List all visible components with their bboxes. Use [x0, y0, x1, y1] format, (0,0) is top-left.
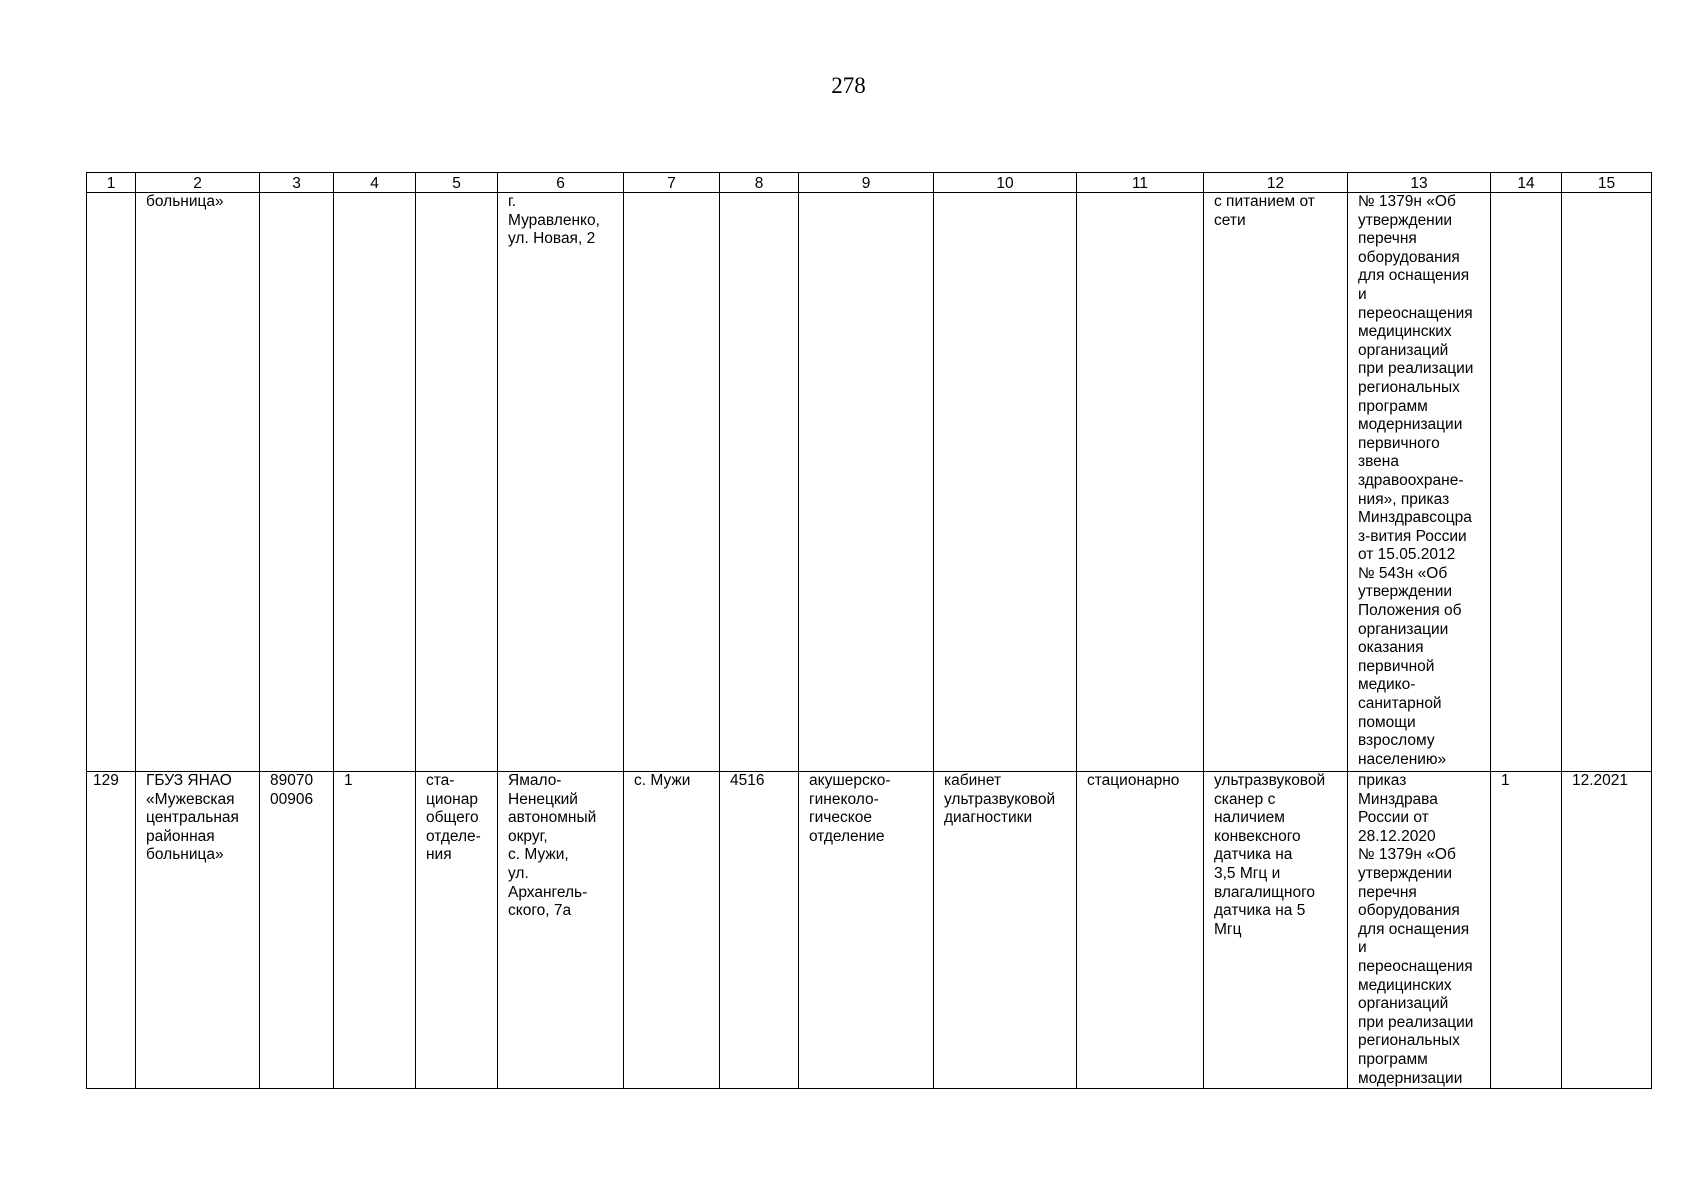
- cell-care-form: [1077, 193, 1204, 772]
- cell-legal-basis: приказ Минздрава России от 28.12.2020 № 1379н «Об утверждении перечня оборудования для оснащения и переоснащения медицинских организаций при реализации региональных программ модернизации: [1348, 772, 1491, 1089]
- column-header-11: 11: [1077, 173, 1204, 193]
- table-row-129: [87, 772, 1652, 1089]
- cell-col4: 1: [334, 772, 416, 1089]
- column-header-2: 2: [136, 173, 260, 193]
- cell-locality: с. Мужи: [624, 772, 720, 1089]
- column-header-4: 4: [334, 173, 416, 193]
- cell-department-type: ста- ционар общего отделе- ния: [416, 772, 498, 1089]
- cell-locality: [624, 193, 720, 772]
- cell-col8: [720, 193, 799, 772]
- column-header-6: 6: [498, 173, 624, 193]
- cell-equipment: с питанием от сети: [1204, 193, 1348, 772]
- cell-organization: ГБУЗ ЯНАО «Мужевская центральная районная больница»: [136, 772, 260, 1089]
- equipment-table: [86, 172, 1652, 1089]
- column-header-8: 8: [720, 173, 799, 193]
- cell-cabinet: кабинет ультразвуковой диагностики: [934, 772, 1077, 1089]
- cell-quantity: 1: [1491, 772, 1562, 1089]
- cell-date: [1562, 193, 1652, 772]
- page-number: 278: [831, 73, 866, 98]
- column-header-5: 5: [416, 173, 498, 193]
- column-header-15: 15: [1562, 173, 1652, 193]
- column-header-12: 12: [1204, 173, 1348, 193]
- cell-legal-basis: № 1379н «Об утверждении перечня оборудования для оснащения и переоснащения медицинских организаций при реализации региональных программ модернизации первичного звена здравоохране- ния», приказ Минздравсоцра з-вития России от 15.05.2012 № 543н «Об утверждении Положения об организации оказания первичной медико- санитарной помощи взрослому населению»: [1348, 193, 1491, 772]
- cell-quantity: [1491, 193, 1562, 772]
- cell-department: акушерско- гинеколо- гическое отделение: [799, 772, 934, 1089]
- column-number-row: [87, 173, 1652, 193]
- column-header-9: 9: [799, 173, 934, 193]
- cell-date: 12.2021: [1562, 772, 1652, 1089]
- column-header-14: 14: [1491, 173, 1562, 193]
- column-header-3: 3: [260, 173, 334, 193]
- cell-department-type: [416, 193, 498, 772]
- cell-col4: [334, 193, 416, 772]
- cell-code: [260, 193, 334, 772]
- cell-row-number: 129: [87, 772, 136, 1089]
- column-header-10: 10: [934, 173, 1077, 193]
- cell-col8: 4516: [720, 772, 799, 1089]
- cell-code: 89070 00906: [260, 772, 334, 1089]
- cell-equipment: ультразвуковой сканер с наличием конвексного датчика на 3,5 Мгц и влагалищного датчика на 5 Мгц: [1204, 772, 1348, 1089]
- cell-department: [799, 193, 934, 772]
- column-header-1: 1: [87, 173, 136, 193]
- cell-care-form: стационарно: [1077, 772, 1204, 1089]
- cell-address: г. Муравленко, ул. Новая, 2: [498, 193, 624, 772]
- table-row-continuation: [87, 193, 1652, 772]
- cell-cabinet: [934, 193, 1077, 772]
- cell-address: Ямало- Ненецкий автономный округ, с. Мужи, ул. Архангель- ского, 7а: [498, 772, 624, 1089]
- column-header-7: 7: [624, 173, 720, 193]
- cell-row-number: [87, 193, 136, 772]
- column-header-13: 13: [1348, 173, 1491, 193]
- cell-organization: больница»: [136, 193, 260, 772]
